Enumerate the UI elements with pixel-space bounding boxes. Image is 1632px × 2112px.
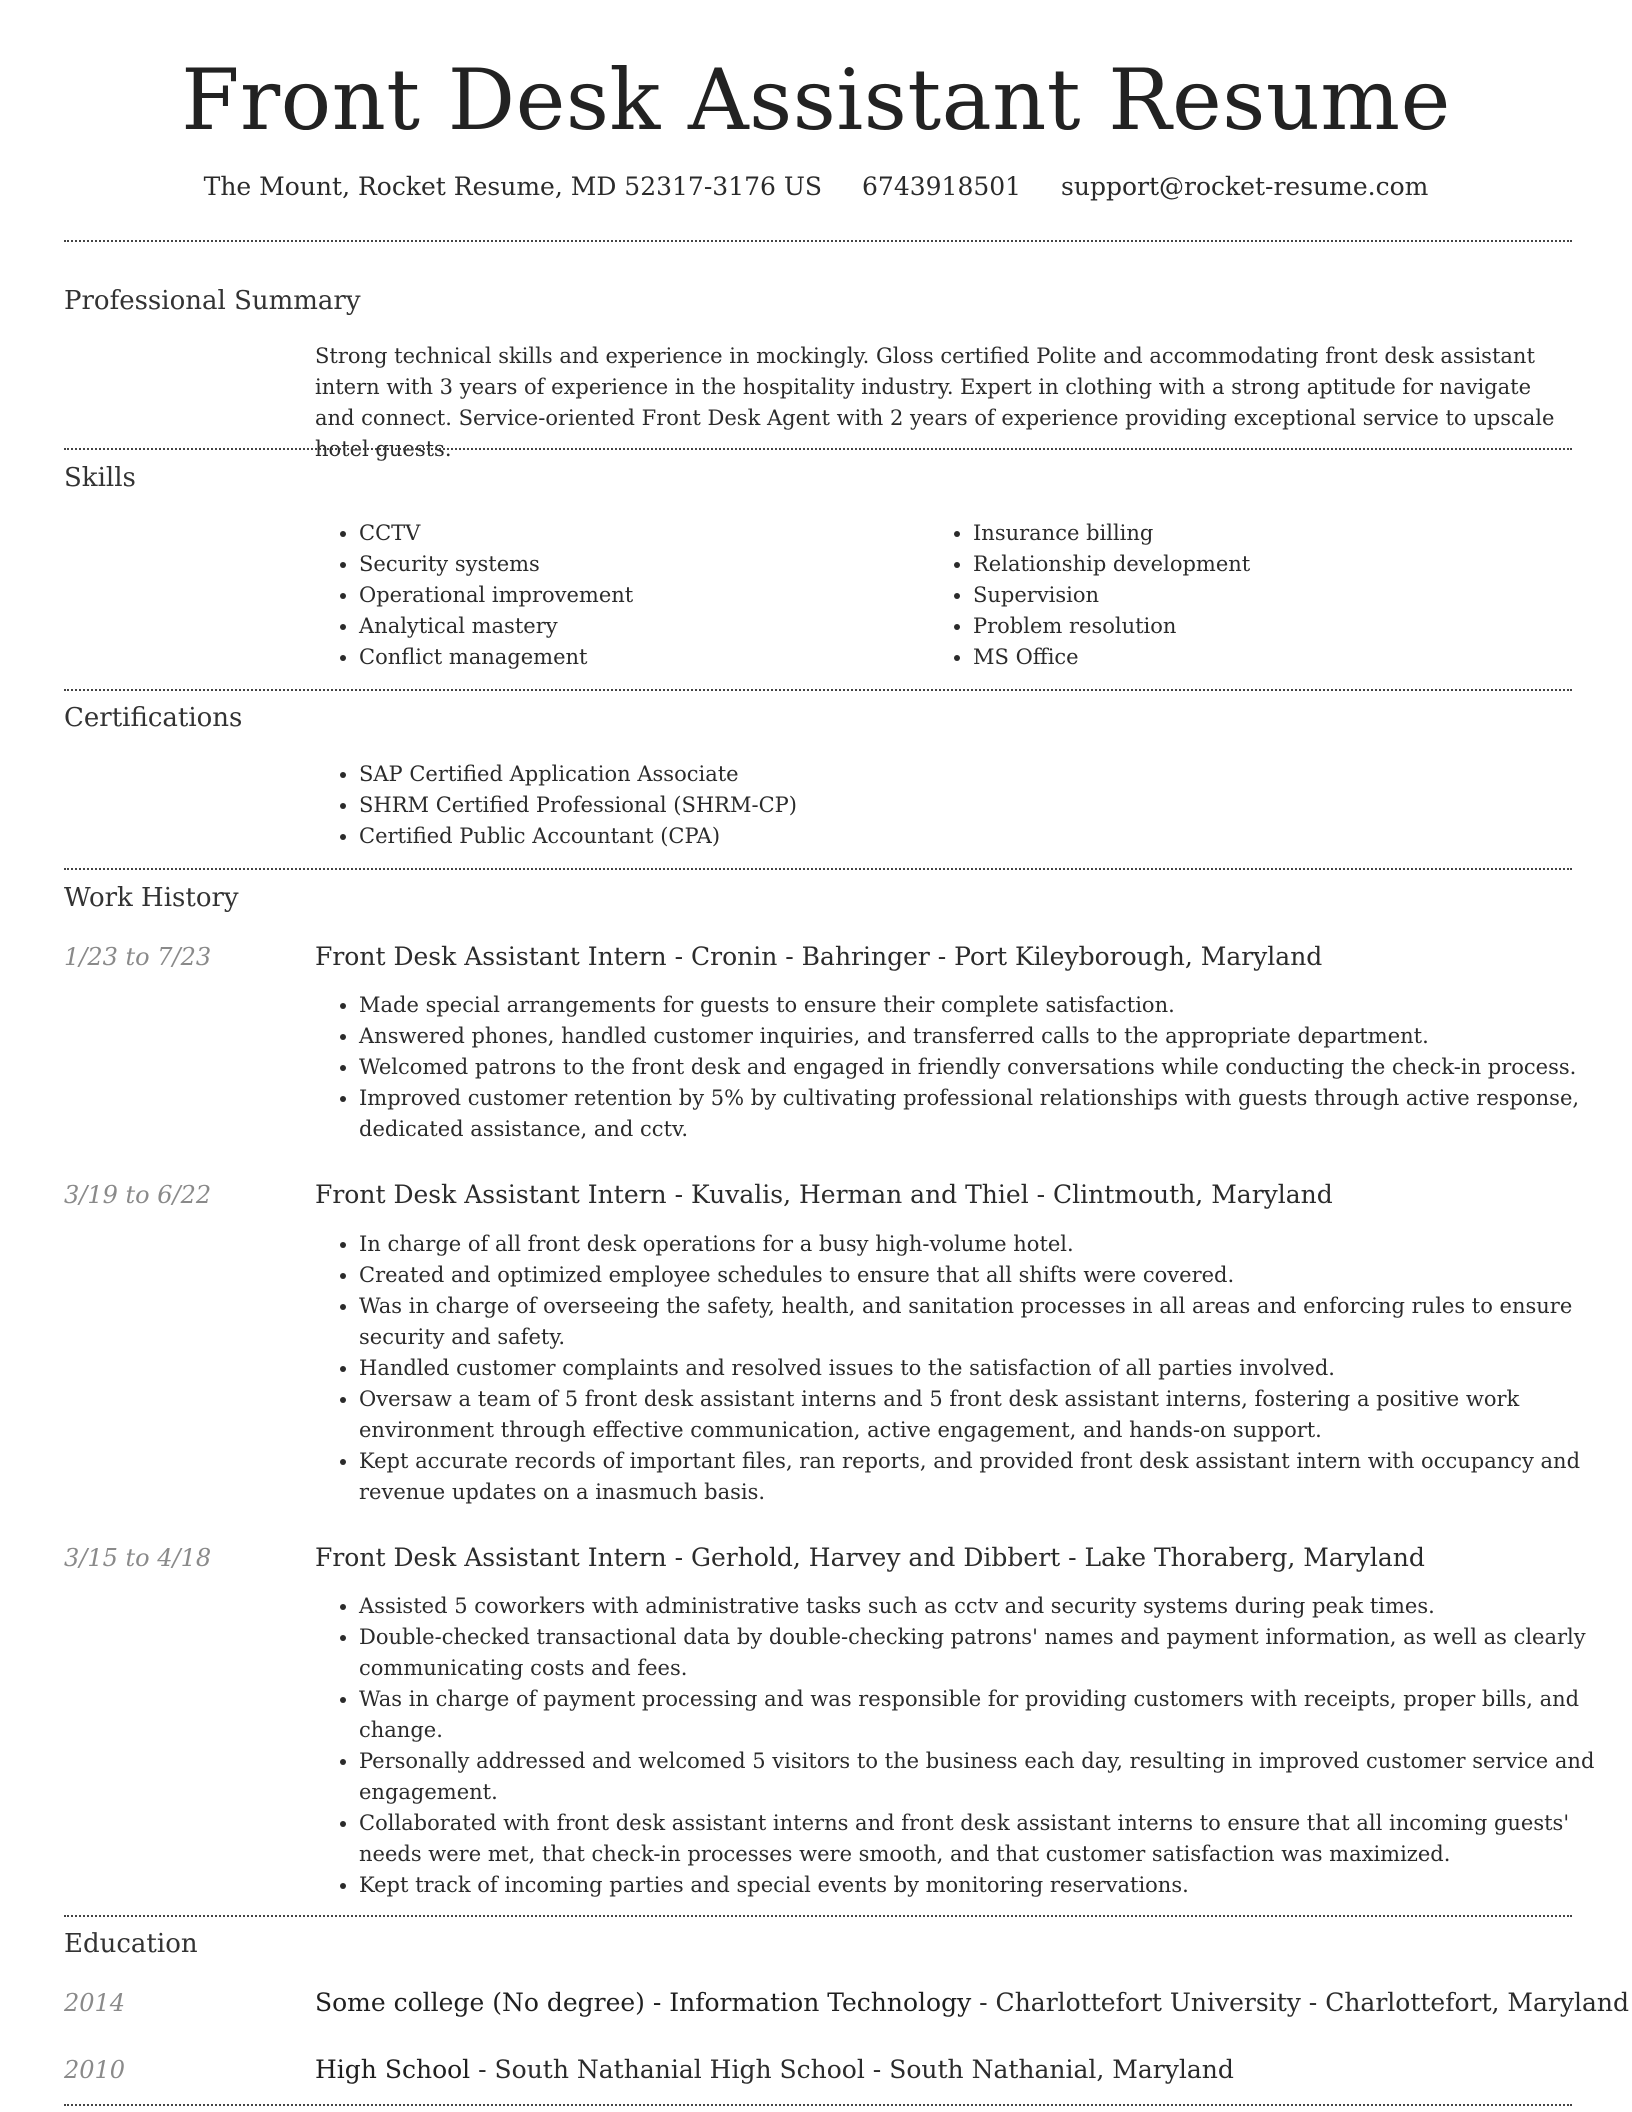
job-bullet: • Kept accurate records of important files, ran reports, and provided front desk assistant intern with occupancy and revenue updates on a inasmuch basis. [359, 1446, 1604, 1508]
certification-item: • SHRM Certified Professional (SHRM-CP) [359, 790, 1559, 821]
certifications-list [315, 759, 1559, 852]
divider [64, 448, 1572, 450]
resume-title: Front Desk Assistant Resume [181, 51, 1451, 149]
education-year: 2010 [64, 2056, 126, 2084]
summary-text: Strong technical skills and experience in mockingly. Gloss certified Polite and accommodating front desk assistant intern with 3 years of experience in the hospitality industry. Expert in clothing with a strong aptitude for navigate and connect. Service-oriented Front Desk Agent with 2 years of experience providing exceptional service to upscale hotel guests. [315, 344, 1555, 461]
education-degree: Some college (No degree) - Information Technology [315, 1988, 972, 2017]
skill-item: • Conflict management [359, 642, 919, 673]
job-bullets [315, 990, 1604, 1145]
phone: 6743918501 [862, 172, 1022, 201]
education-year: 2014 [64, 1989, 126, 2017]
skill-item: • CCTV [359, 518, 919, 549]
job-bullet: • Created and optimized employee schedules to ensure that all shifts were covered. [359, 1260, 1604, 1291]
job-bullets [315, 1591, 1604, 1901]
job-bullet: • Welcomed patrons to the front desk and engaged in friendly conversations while conducting the check-in process. [359, 1052, 1604, 1083]
job-dates: 1/23 to 7/23 [64, 943, 212, 971]
job-bullet: • Personally addressed and welcomed 5 visitors to the business each day, resulting in improved customer service and engagement. [359, 1746, 1604, 1808]
job-bullet: • Oversaw a team of 5 front desk assistant interns and 5 front desk assistant interns, fostering a positive work environment through effective communication, active engagement, and hands-on support. [359, 1384, 1604, 1446]
certification-item: • Certified Public Accountant (CPA) [359, 821, 1559, 852]
job-bullet: • Handled customer complaints and resolved issues to the satisfaction of all parties involved. [359, 1353, 1604, 1384]
skills-list-left [315, 518, 919, 673]
job-bullets [315, 1229, 1604, 1508]
job-bullet: • Double-checked transactional data by double-checking patrons' names and payment information, as well as clearly communicating costs and fees. [359, 1622, 1604, 1684]
job-bullet: • Improved customer retention by 5% by cultivating professional relationships with guests through active response, dedicated assistance, and cctv. [359, 1083, 1604, 1145]
education-entry [315, 2053, 1570, 2087]
divider [64, 689, 1572, 691]
skills-list-right [929, 518, 1533, 673]
job-bullet: • Answered phones, handled customer inquiries, and transferred calls to the appropriate department. [359, 1021, 1604, 1052]
section-title-skills: Skills [64, 463, 136, 493]
divider [64, 868, 1572, 870]
skill-item: • Analytical mastery [359, 611, 919, 642]
section-title-education: Education [64, 1929, 198, 1959]
contact-line [0, 170, 1632, 204]
job-bullet: • In charge of all front desk operations for a busy high-volume hotel. [359, 1229, 1604, 1260]
education-degree: High School [315, 2055, 471, 2084]
email: support@rocket-resume.com [1061, 172, 1429, 201]
skill-item: • Supervision [973, 580, 1533, 611]
job-bullet: • Was in charge of overseeing the safety, health, and sanitation processes in all areas and enforcing rules to ensure security and safety. [359, 1291, 1604, 1353]
section-title-summary: Professional Summary [64, 286, 361, 316]
job-bullet: • Was in charge of payment processing and was responsible for providing customers with receipts, proper bills, and change. [359, 1684, 1604, 1746]
job-bullet: • Kept track of incoming parties and special events by monitoring reservations. [359, 1870, 1604, 1901]
skill-item: • Operational improvement [359, 580, 919, 611]
education-school: - South Nathanial High School - South Nathanial, Maryland [470, 2055, 1234, 2084]
divider [64, 1915, 1572, 1917]
address: The Mount, Rocket Resume, MD 52317-3176 US [203, 172, 823, 201]
divider [64, 240, 1572, 242]
job-bullet: • Made special arrangements for guests to ensure their complete satisfaction. [359, 990, 1604, 1021]
skill-item: • Problem resolution [973, 611, 1533, 642]
job-dates: 3/19 to 6/22 [64, 1181, 212, 1209]
section-title-work: Work History [64, 883, 239, 913]
job-heading: Front Desk Assistant Intern - Cronin - Bahringer - Port Kileyborough, Maryland [315, 942, 1323, 971]
skill-item: • Insurance billing [973, 518, 1533, 549]
certification-item: • SAP Certified Application Associate [359, 759, 1559, 790]
education-school: - Charlottefort University - Charlottefort, Maryland [971, 1988, 1629, 2017]
job-dates: 3/15 to 4/18 [64, 1544, 212, 1572]
education-entry [315, 1986, 1629, 2020]
skill-item: • Security systems [359, 549, 919, 580]
skill-item: • MS Office [973, 642, 1533, 673]
job-heading: Front Desk Assistant Intern - Gerhold, Harvey and Dibbert - Lake Thoraberg, Maryland [315, 1543, 1425, 1572]
job-bullet: • Assisted 5 coworkers with administrative tasks such as cctv and security systems during peak times. [359, 1591, 1604, 1622]
section-title-certifications: Certifications [64, 703, 243, 733]
job-bullet: • Collaborated with front desk assistant interns and front desk assistant interns to ensure that all incoming guests' needs were met, that check-in processes were smooth, and that customer satisfaction was maximized. [359, 1808, 1604, 1870]
job-heading: Front Desk Assistant Intern - Kuvalis, Herman and Thiel - Clintmouth, Maryland [315, 1180, 1333, 1209]
skill-item: • Relationship development [973, 549, 1533, 580]
divider [64, 2104, 1572, 2106]
